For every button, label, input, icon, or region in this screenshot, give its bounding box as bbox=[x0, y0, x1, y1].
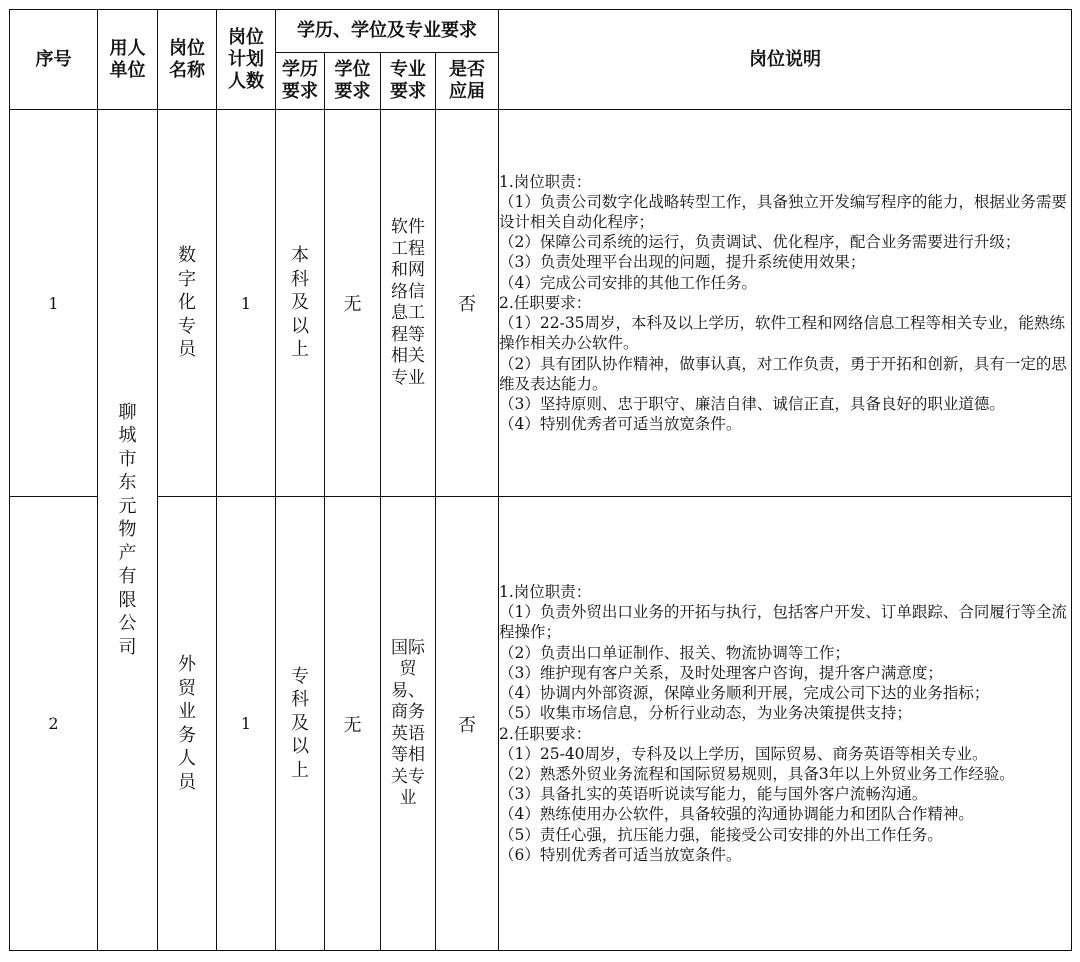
header-education bbox=[276, 53, 325, 110]
job-posting-table bbox=[9, 9, 1072, 951]
header-seq: 序号 bbox=[10, 10, 98, 110]
row-major-text: 国际贸易、商务英语等相关专业 bbox=[391, 637, 425, 808]
description-line: （5）责任心强，抗压能力强，能接受公司安排的外出工作任务。 bbox=[499, 825, 943, 844]
row-position-name-text: 外贸业务人员 bbox=[178, 654, 196, 793]
header-major bbox=[381, 53, 436, 110]
header-major-text: 专业要求 bbox=[390, 59, 426, 102]
row-degree: 无 bbox=[325, 497, 381, 951]
description-line: （3）坚持原则、忠于职守、廉洁自律、诚信正直，具备良好的职业道德。 bbox=[499, 394, 1005, 413]
header-unit bbox=[98, 10, 158, 110]
description-line: 1.岗位职责： bbox=[499, 583, 592, 602]
header-education-group: 学历、学位及专业要求 bbox=[276, 10, 499, 53]
row-position-name bbox=[158, 497, 217, 951]
description-line: （5）收集市场信息，分析行业动态，为业务决策提供支持； bbox=[499, 704, 912, 723]
header-education-text: 学历要求 bbox=[282, 59, 318, 102]
description-line: （6）特别优秀者可适当放宽条件。 bbox=[499, 845, 742, 864]
description-block bbox=[499, 172, 1071, 435]
table-row bbox=[10, 110, 1072, 497]
description-line: （4）熟练使用办公软件，具备较强的沟通协调能力和团队合作精神。 bbox=[499, 805, 974, 824]
unit-name: 聊城市东元物产有限公司 bbox=[118, 401, 137, 658]
row-education-text: 专科及以上 bbox=[291, 665, 309, 781]
description-line: （2）负责出口单证制作、报关、物流协调等工作； bbox=[499, 643, 850, 662]
row-position-name bbox=[158, 110, 217, 497]
row-seq: 1 bbox=[10, 110, 98, 497]
unit-cell bbox=[98, 110, 158, 951]
row-position-name-text: 数字化专员 bbox=[178, 245, 196, 361]
description-line: （2）保障公司系统的运行，负责调试、优化程序，配合业务需要进行升级； bbox=[499, 233, 1021, 252]
header-position-name bbox=[158, 10, 217, 110]
description-line: （3）维护现有客户关系，及时处理客户咨询，提升客户满意度； bbox=[499, 663, 943, 682]
description-line: （3）负责处理平台出现的问题，提升系统使用效果； bbox=[499, 253, 866, 272]
description-line: 2.任职要求： bbox=[499, 293, 592, 312]
description-block bbox=[499, 582, 1071, 865]
row-education bbox=[276, 110, 325, 497]
row-fresh-grad: 否 bbox=[436, 497, 499, 951]
table-row bbox=[10, 497, 1072, 951]
row-description bbox=[499, 110, 1072, 497]
row-major bbox=[381, 110, 436, 497]
description-line: （4）协调内外部资源，保障业务顺利开展，完成公司下达的业务指标； bbox=[499, 684, 990, 703]
header-fresh-grad bbox=[436, 53, 499, 110]
description-line: （1）25-40周岁，专科及以上学历，国际贸易、商务英语等相关专业。 bbox=[499, 744, 988, 763]
header-description: 岗位说明 bbox=[499, 10, 1072, 110]
header-position-name-text: 岗位名称 bbox=[169, 37, 205, 81]
row-major-text: 软件工程和网络信息工程等相关专业 bbox=[391, 217, 425, 388]
row-degree: 无 bbox=[325, 110, 381, 497]
header-plan-count bbox=[217, 10, 276, 110]
description-line: 2.任职要求： bbox=[499, 724, 592, 743]
row-plan-count: 1 bbox=[217, 497, 276, 951]
row-description bbox=[499, 497, 1072, 951]
header-fresh-grad-text: 是否应届 bbox=[449, 59, 485, 102]
row-fresh-grad: 否 bbox=[436, 110, 499, 497]
header-plan-count-text: 岗位计划人数 bbox=[228, 26, 264, 92]
description-line: 1.岗位职责： bbox=[499, 172, 592, 191]
description-line: （1）负责外贸出口业务的开拓与执行，包括客户开发、订单跟踪、合同履行等全流程操作； bbox=[499, 603, 1067, 642]
description-line: （1）负责公司数字化战略转型工作，具备独立开发编写程序的能力，根据业务需要设计相关自动化程序； bbox=[499, 192, 1067, 232]
description-line: （1）22-35周岁，本科及以上学历，软件工程和网络信息工程等相关专业，能熟练操作相关办公软件。 bbox=[499, 314, 1066, 353]
description-line: （2）具有团队协作精神，做事认真，对工作负责，勇于开拓和创新，具有一定的思维及表达能力。 bbox=[499, 354, 1067, 393]
header-degree bbox=[325, 53, 381, 110]
row-plan-count: 1 bbox=[217, 110, 276, 497]
header-degree-text: 学位要求 bbox=[334, 59, 371, 102]
row-education bbox=[276, 497, 325, 951]
description-line: （2）熟悉外贸业务流程和国际贸易规则，具备3年以上外贸业务工作经验。 bbox=[499, 764, 1015, 783]
description-line: （4）特别优秀者可适当放宽条件。 bbox=[499, 415, 742, 434]
header-unit-text: 用人单位 bbox=[109, 37, 146, 81]
row-education-text: 本科及以上 bbox=[291, 245, 309, 361]
description-line: （3）具备扎实的英语听说读写能力，能与国外客户流畅沟通。 bbox=[499, 785, 928, 804]
row-seq: 2 bbox=[10, 497, 98, 951]
description-line: （4）完成公司安排的其他工作任务。 bbox=[499, 273, 757, 292]
row-major bbox=[381, 497, 436, 951]
